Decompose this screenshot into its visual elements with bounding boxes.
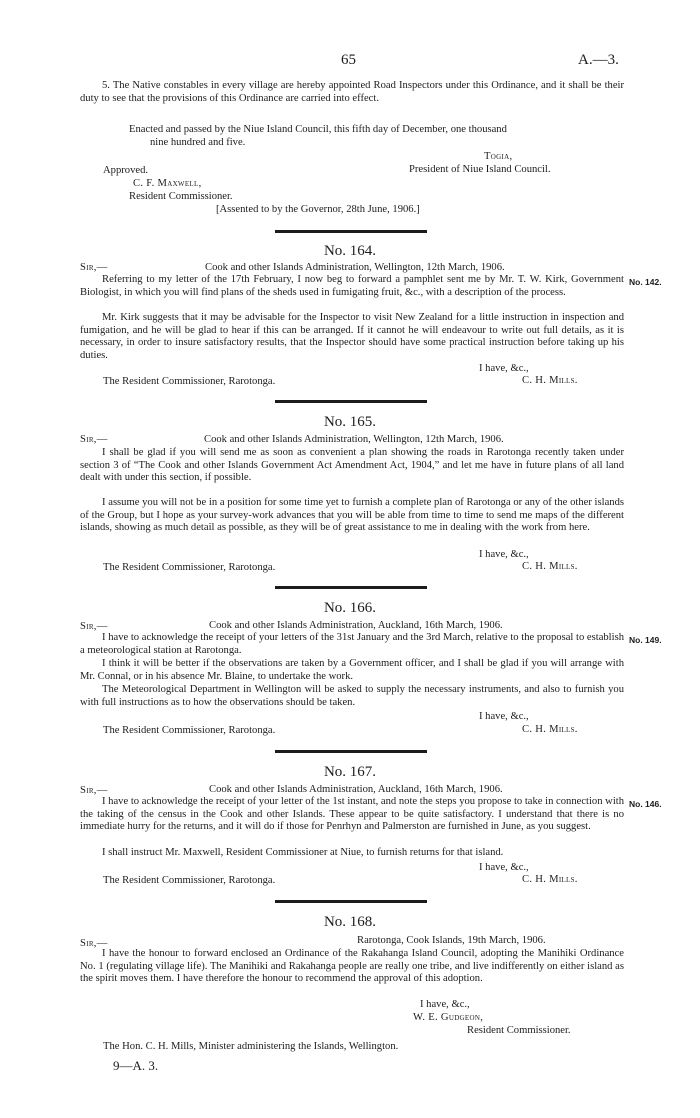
letter-salutation: Sir,— — [80, 434, 108, 445]
letter-dateline: Cook and other Islands Administration, Auckland, 16th March, 1906. — [209, 784, 503, 795]
letter-dateline: Cook and other Islands Administration, Wellington, 12th March, 1906. — [204, 434, 504, 445]
letter-addressee: The Resident Commissioner, Rarotonga. — [103, 376, 276, 387]
letter-addressee: The Resident Commissioner, Rarotonga. — [103, 875, 276, 886]
letter-paragraph: I have to acknowledge the receipt of your letters of the 31st January and the 3rd March, relative to the proposal to establish a meteorological station at Rarotonga. — [80, 632, 624, 656]
letter-paragraph: Mr. Kirk suggests that it may be advisable for the Inspector to visit New Zealand for a little instruction in inspection and fumigation, and he will be glad to hear if this can be arranged. If it cannot he will endeavour to write out full details, as it is necessary, in order to insure satisfactory results, that the Inspector should have some practical instruction before taking up his duties. — [80, 312, 624, 361]
letter-paragraph: I assume you will not be in a position for some time yet to furnish a complete plan of Rarotonga or any of the other islands of the Group, but I hope as your survey-work advances that you will be able from time to time to send me maps of the different islands, showing as much detail as possible, as they will be of great assistance to me in dealing with the work from here. — [80, 497, 624, 534]
letter-salutation: Sir,— — [80, 785, 108, 796]
section-divider — [275, 586, 427, 589]
ordinance-signer-name: Togia, — [484, 151, 513, 162]
letter-signature-title: Resident Commissioner. — [467, 1025, 571, 1036]
letter-number: No. 167. — [323, 764, 377, 780]
letter-paragraph: I have the honour to forward enclosed an Ordinance of the Rakahanga Island Council, adopting the Manihiki Ordinance No. 1 (regulating village life). The Manihiki and Rakahanga people are really one tribe, and live indifferently on either island as the spirit moves them. I have therefore the honour to recommend the approval of this adoption. — [80, 948, 624, 985]
letter-salutation: Sir,— — [80, 621, 108, 632]
letter-addressee: The Hon. C. H. Mills, Minister administering the Islands, Wellington. — [103, 1041, 399, 1052]
letter-paragraph: I have to acknowledge the receipt of your letter of the 1st instant, and note the steps you propose to take in connection with the taking of the census in the Cook and other Islands. These appear to be quite satisfactory. I understand that there is no immediate hurry for the returns, and it will do if those for Penrhyn and Palmerston are furnished in June, as you suggest. — [80, 796, 624, 833]
letter-paragraph: The Meteorological Department in Wellington will be asked to supply the necessary instruments, and also to furnish you with full instructions as to how the observations should be taken. — [80, 684, 624, 708]
ordinance-signer-title: President of Niue Island Council. — [409, 164, 551, 175]
section-divider — [275, 230, 427, 233]
letter-paragraph: Referring to my letter of the 17th February, I now beg to forward a pamphlet sent me by Mr. T. W. Kirk, Government Biologist, in which you will find plans of the sheds used in fumigating fruit, &c., with a description of the process. — [80, 274, 624, 298]
margin-reference: No. 149. — [629, 635, 662, 645]
letter-salutation: Sir,— — [80, 938, 108, 949]
document-reference: A.—3. — [578, 52, 619, 68]
governor-assent: [Assented to by the Governor, 28th June, 1906.] — [216, 204, 420, 215]
page-number: 65 — [341, 52, 356, 68]
enacted-line-1: Enacted and passed by the Niue Island Council, this fifth day of December, one thousand — [129, 124, 507, 135]
letter-dateline: Rarotonga, Cook Islands, 19th March, 1906. — [357, 935, 546, 946]
enacted-line-2: nine hundred and five. — [150, 137, 246, 148]
letter-closing: I have, &c., — [479, 862, 529, 873]
letter-number: No. 164. — [323, 243, 377, 259]
letter-signature: C. H. Mills. — [522, 874, 578, 885]
letter-paragraph: I shall be glad if you will send me as soon as convenient a plan showing the roads in Rarotonga recently taken under section 3 of “The Cook and other Islands Government Act Amendment Act, 1904,” and let me have in future plans of all land dealt with under this section, if possible. — [80, 447, 624, 484]
letter-paragraph: I think it will be better if the observations are taken by a Government officer, and I shall be glad if you will arrange with Mr. Connal, or in his absence Mr. Blaine, to undertake the work. — [80, 658, 624, 682]
letter-signature: C. H. Mills. — [522, 561, 578, 572]
letter-number: No. 168. — [323, 914, 377, 930]
letter-dateline: Cook and other Islands Administration, Auckland, 16th March, 1906. — [209, 620, 503, 631]
letter-closing: I have, &c., — [479, 549, 529, 560]
margin-reference: No. 142. — [629, 277, 662, 287]
letter-closing: I have, &c., — [479, 711, 529, 722]
letter-addressee: The Resident Commissioner, Rarotonga. — [103, 562, 276, 573]
letter-signature: C. H. Mills. — [522, 724, 578, 735]
printer-signature-mark: 9—A. 3. — [113, 1058, 159, 1073]
letter-paragraph: I shall instruct Mr. Maxwell, Resident Commissioner at Niue, to furnish returns for that island. — [102, 847, 504, 858]
letter-closing: I have, &c., — [420, 999, 470, 1010]
approver-name: C. F. Maxwell, — [133, 178, 202, 189]
section-divider — [275, 400, 427, 403]
ordinance-clause-5: 5. The Native constables in every village are hereby appointed Road Inspectors under this Ordinance, and it shall be their duty to see that the provisions of this Ordinance are carried into effect. — [80, 80, 624, 104]
margin-reference: No. 146. — [629, 799, 662, 809]
letter-signature: C. H. Mills. — [522, 375, 578, 386]
letter-addressee: The Resident Commissioner, Rarotonga. — [103, 725, 276, 736]
letter-signature: W. E. Gudgeon, — [413, 1012, 484, 1023]
approver-title: Resident Commissioner. — [129, 191, 233, 202]
letter-number: No. 166. — [323, 600, 377, 616]
letter-salutation: Sir,— — [80, 262, 108, 273]
section-divider — [275, 750, 427, 753]
approved-label: Approved. — [103, 165, 149, 176]
letter-dateline: Cook and other Islands Administration, Wellington, 12th March, 1906. — [205, 262, 505, 273]
letter-number: No. 165. — [323, 414, 377, 430]
section-divider — [275, 900, 427, 903]
letter-closing: I have, &c., — [479, 363, 529, 374]
